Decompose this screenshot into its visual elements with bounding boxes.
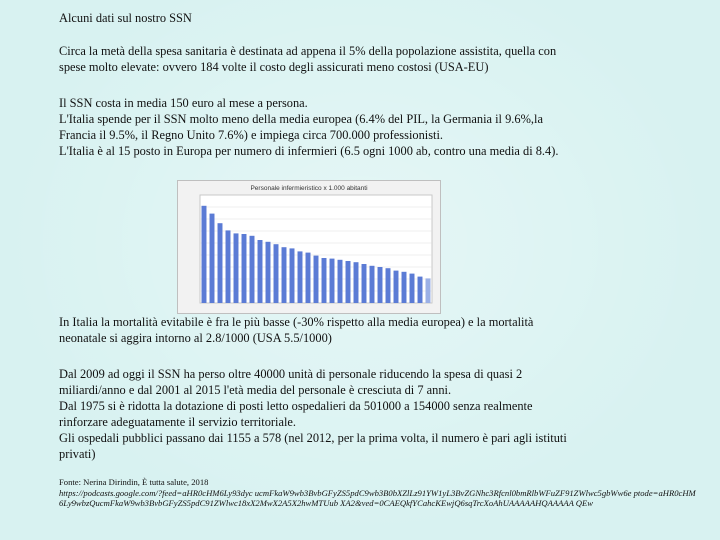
chart-bar bbox=[426, 278, 431, 303]
chart-bar bbox=[314, 256, 319, 303]
text-line: neonatale si aggira intorno al 2.8/1000 (USA 5.5/1000) bbox=[59, 331, 332, 345]
chart-bar bbox=[210, 214, 215, 303]
chart-bar bbox=[306, 253, 311, 303]
chart-bar bbox=[290, 248, 295, 303]
text-line: privati) bbox=[59, 447, 96, 461]
chart-bar bbox=[402, 272, 407, 303]
slide-title: Alcuni dati sul nostro SSN bbox=[59, 11, 192, 25]
chart-bar bbox=[298, 251, 303, 303]
chart-bar bbox=[362, 264, 367, 303]
footer-source: Fonte: Nerina Dirindin, È tutta salute, 2018 bbox=[59, 477, 209, 487]
chart-bar bbox=[258, 240, 263, 303]
chart-bar bbox=[202, 206, 207, 303]
footer bbox=[59, 477, 699, 509]
chart-bar bbox=[346, 261, 351, 303]
chart-title: Personale infermieristico x 1.000 abitanti bbox=[250, 185, 368, 192]
text-line: spese molto elevate: ovvero 184 volte il costo degli assicurati meno costosi (USA-EU) bbox=[59, 60, 489, 74]
chart-bar bbox=[370, 266, 375, 303]
chart-bar bbox=[394, 271, 399, 303]
chart-bar bbox=[338, 260, 343, 303]
text-line: Dal 1975 si è ridotta la dotazione di posti letto ospedalieri da 501000 a 154000 senza realmente bbox=[59, 399, 533, 413]
text-line: L'Italia spende per il SSN molto meno della media europea (6.4% del PIL, la Germania il 9.6%,la bbox=[59, 112, 543, 126]
paragraph-staff bbox=[59, 366, 699, 462]
chart-bar bbox=[330, 259, 335, 303]
text-line: In Italia la mortalità evitabile è fra le più basse (-30% rispetto alla media europea) e la mortalità bbox=[59, 315, 534, 329]
text-line: Francia il 9.5%, il Regno Unito 7.6%) e impiega circa 700.000 professionisti. bbox=[59, 128, 444, 142]
text-line: Circa la metà della spesa sanitaria è destinata ad appena il 5% della popolazione assistita, quella con bbox=[59, 44, 557, 58]
nurses-chart bbox=[177, 180, 441, 314]
chart-bar bbox=[418, 277, 423, 303]
chart-bar bbox=[386, 268, 391, 303]
chart-bar bbox=[218, 223, 223, 303]
text-line: miliardi/anno e dal 2001 al 2015 l'età media del personale è cresciuta di 7 anni. bbox=[59, 383, 452, 397]
paragraph-mortality bbox=[59, 314, 699, 346]
paragraph-spending bbox=[59, 43, 699, 75]
chart-bar bbox=[226, 230, 231, 303]
text-line: rinforzare adeguatamente il servizio territoriale. bbox=[59, 415, 297, 429]
chart-bar bbox=[378, 267, 383, 303]
paragraph-ssn-cost bbox=[59, 95, 699, 159]
chart-bar bbox=[354, 262, 359, 303]
text-line: Il SSN costa in media 150 euro al mese a persona. bbox=[59, 96, 308, 110]
chart-bar bbox=[250, 236, 255, 303]
text-line: Gli ospedali pubblici passano dai 1155 a 578 (nel 2012, per la prima volta, il numero è pari agli istituti bbox=[59, 431, 567, 445]
chart-bar bbox=[282, 247, 287, 303]
chart-bar bbox=[266, 242, 271, 303]
text-line: L'Italia è al 15 posto in Europa per numero di infermieri (6.5 ogni 1000 ab, contro una media di 8.4). bbox=[59, 144, 559, 158]
chart-bar bbox=[234, 233, 239, 303]
chart-bar bbox=[242, 234, 247, 303]
chart-bar bbox=[274, 244, 279, 303]
chart-bar bbox=[322, 258, 327, 303]
text-line: Dal 2009 ad oggi il SSN ha perso oltre 40000 unità di personale riducendo la spesa di quasi 2 bbox=[59, 367, 523, 381]
bar-chart-svg bbox=[178, 181, 440, 313]
footer-url[interactable]: https://podcasts.google.com/?feed=aHR0cHM6Ly93dyc ucmFkaW9wb3BvbGFyZS5pdC9wb3B0bXZlLz91YW1yL3BvZGNhc3Rfcnl0bmRlbWFuZF91ZWlwc5gbWw6e ptode=aHR0cHM6Ly9wbzQucmFkaW9wb3BvbGFyZS5pdC91ZWlwc18xX2MwX2A5X2hwMTUub XA2&ved=0CAEQkfYCahcKEwjQ6sqTrcXoAhUAAAAAHQAAAAA QEw bbox=[59, 487, 696, 508]
chart-bar bbox=[410, 274, 415, 303]
